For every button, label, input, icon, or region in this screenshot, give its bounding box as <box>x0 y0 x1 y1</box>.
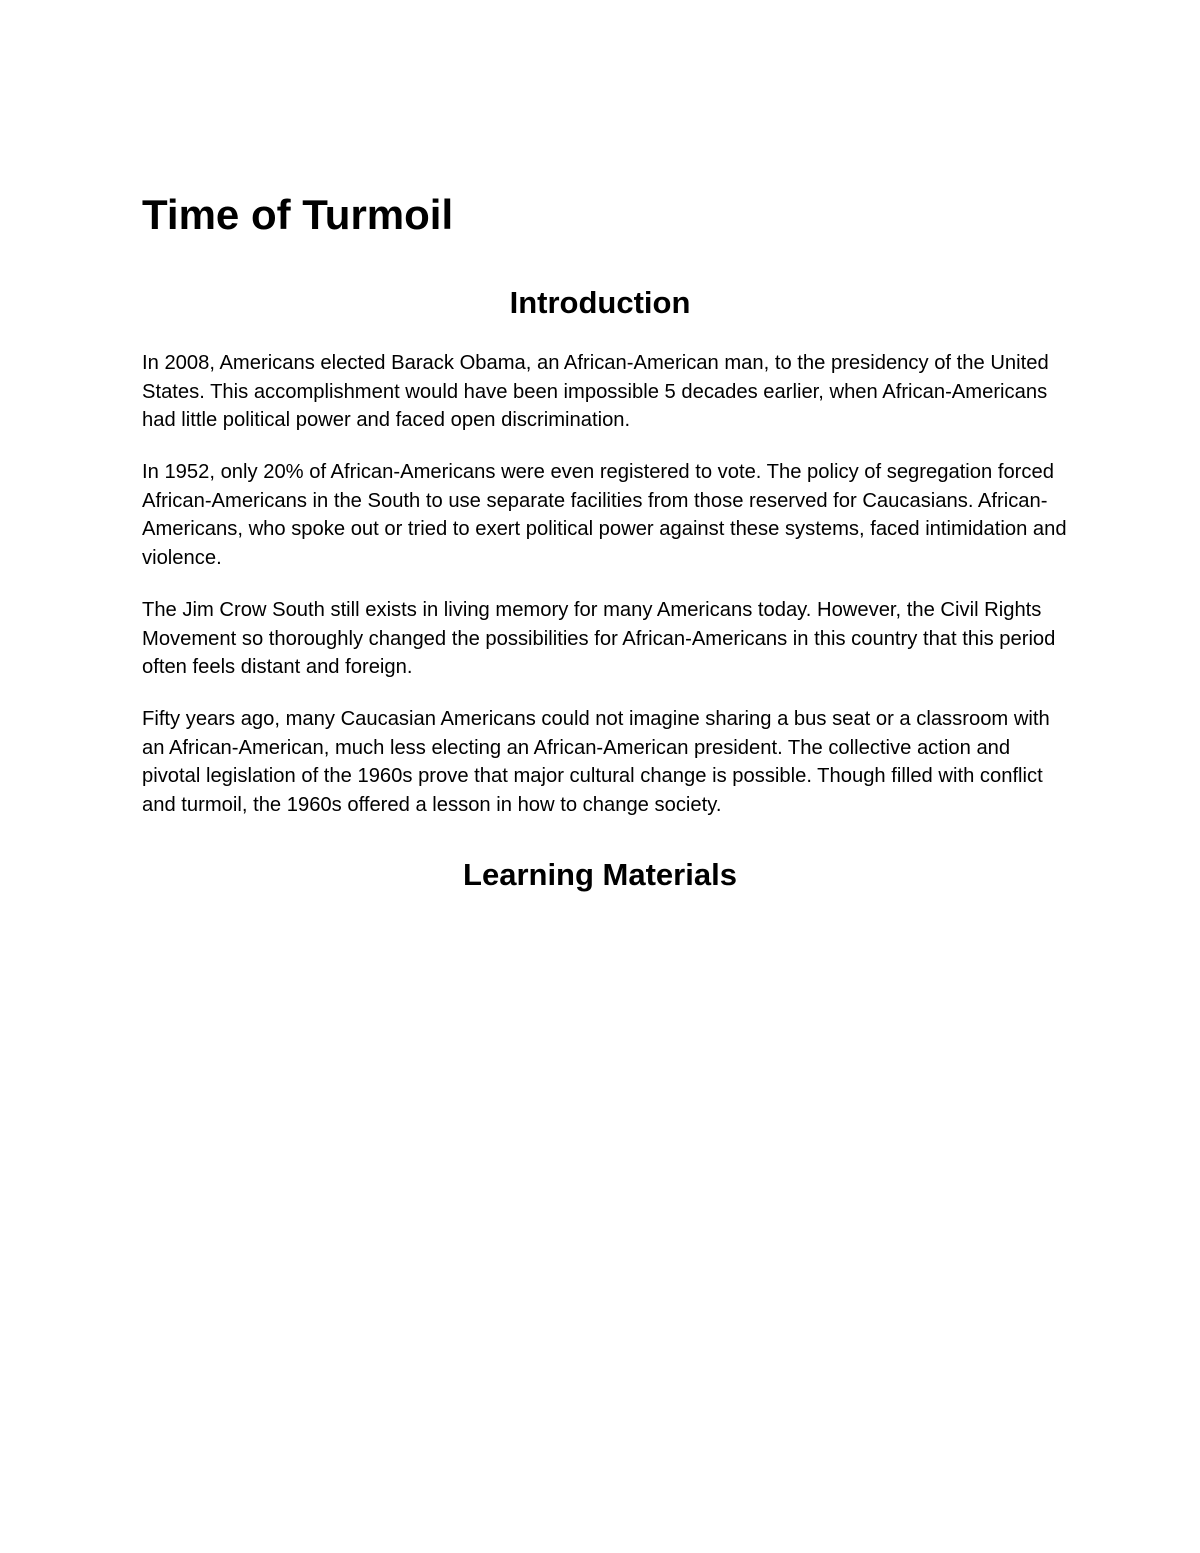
intro-paragraph-3: The Jim Crow South still exists in living memory for many Americans today. However, the Civil Rights Movement so thoroughly changed the possibilities for African-Americans in this country that this period often feels distant and foreign. <box>142 599 1056 679</box>
introduction-heading: Introduction <box>509 285 691 320</box>
intro-paragraph-2: In 1952, only 20% of African-Americans were even registered to vote. The policy of segregation forced African-Americans in the South to use separate facilities from those reserved for Caucasians. African-Americans, who spoke out or tried to exert political power against these systems, faced intimidation and violence. <box>142 461 1067 569</box>
document-title: Time of Turmoil <box>142 191 454 238</box>
intro-paragraph-1: In 2008, Americans elected Barack Obama, an African-American man, to the presidency of the United States. This accomplishment would have been impossible 5 decades earlier, when African-Americans had little political power and faced open discrimination. <box>142 352 1049 432</box>
intro-paragraph-4: Fifty years ago, many Caucasian Americans could not imagine sharing a bus seat or a classroom with an African-American, much less electing an African-American president. The collective action and pivotal legislation of the 1960s prove that major cultural change is possible. Though filled with conflict and turmoil, the 1960s offered a lesson in how to change society. <box>142 708 1050 816</box>
learning-materials-heading: Learning Materials <box>463 857 737 892</box>
